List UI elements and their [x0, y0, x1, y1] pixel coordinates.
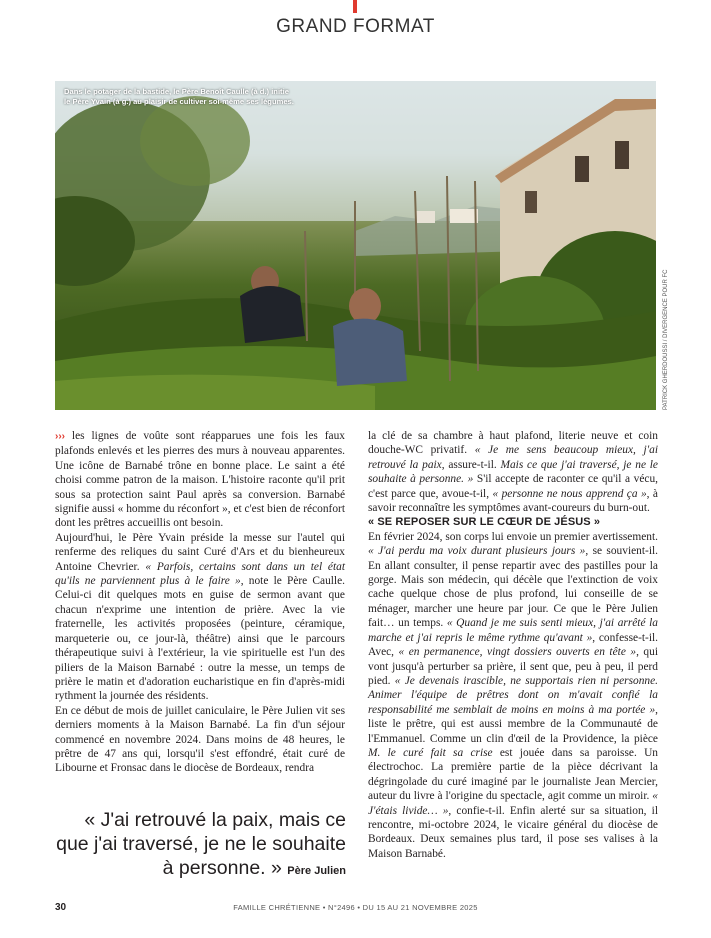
paragraph	[55, 704, 345, 776]
page-number: 30	[55, 902, 67, 913]
text-run: , à savoir reconnaître les symptômes avant-coureurs du burn-out.	[368, 487, 658, 515]
text-run: En février 2024, son corps lui envoie un premier avertissement.	[368, 530, 658, 543]
text-run: est jouée dans sa paroisse. Un électrochoc. La première partie de la pièce décrivant la dégringolade du curé imaginé par le journaliste Jean Mercier, auteur du livre à l'origine du spectacle, agit comme un miroir.	[368, 746, 659, 803]
publication-line: FAMILLE CHRÉTIENNE • N°2496 • DU 15 AU 21 NOVEMBRE 2025	[233, 903, 478, 912]
article-column-right	[368, 429, 658, 861]
quote-run: « en permanence, vingt dossiers ouverts en tête »	[398, 646, 637, 659]
pull-quote-text: « J'ai retrouvé la paix, mais ce que j'ai traversé, je ne le souhaite à personne. »	[56, 809, 346, 879]
pull-quote-author: Père Julien	[287, 865, 346, 877]
paragraph	[55, 429, 345, 531]
quote-run: « Parfois, certains sont dans un tel état qu'ils ne parviennent plus à le faire »	[55, 560, 345, 588]
quote-run: « Quand je me suis senti mieux, j'ai arrêté la marche et j'ai repris le même rythme qu'avant »	[368, 617, 659, 644]
text-run: , confie-t-il. Enfin alerté sur sa situation, il rencontre, mi-octobre 2024, le vicaire général du diocèse de Bordeaux. Deux semaines plus tard, il pose ses valises à la Maison Barnabé.	[368, 804, 658, 860]
text-run: , se souvient-il. En allant consulter, il pense repartir avec des pastilles pour la gorge. Mais son médecin, qui décèle que l'extinction de voix cache quelque chose de plus profond, lui conseille de se ménager, marcher une heure par jour. Ce que le Père Julien fait… un temps.	[368, 545, 658, 630]
paragraph	[368, 530, 658, 861]
page-footer	[0, 902, 711, 916]
quote-run: Mais ce que j'ai traversé, je ne le souhaite à personne. »	[368, 458, 658, 486]
text-run: , confesse-t-il. Avec,	[368, 631, 659, 659]
photo-caption: Dans le potager de la bastide, le Père Benoît Caulle (à d.) initie le Père Yvain (à g.) au plaisir de cultiver soi-même ses légumes.	[64, 87, 294, 106]
photo-credit-text: PATRICK GHERDOUSSI / DIVERGENCE POUR FC	[663, 269, 669, 410]
paragraph	[55, 531, 345, 704]
text-run: la clé de sa chambre à haut plafond, literie neuve et coin douche-WC privatif.	[368, 430, 658, 457]
text-run: , qui vont jusqu'à perturber sa prière, il sent que, peu à peu, il perd pied.	[368, 646, 658, 687]
continue-mark: ›››	[55, 431, 65, 442]
text-run: Aujourd'hui, le Père Yvain préside la messe sur l'autel qui renferme des reliques du saint Curé d'Ars et du bienheureux Antoine Chevrier.	[55, 531, 345, 573]
quote-run: « Je me sens beaucoup mieux, j'ai retrouvé la paix	[368, 444, 658, 471]
quote-run: « J'étais livide… »	[368, 790, 658, 817]
play-title: M. le curé fait sa crise	[368, 746, 493, 759]
subheading: « SE REPOSER SUR LE CŒUR DE JÉSUS »	[368, 516, 601, 529]
paragraph	[368, 429, 658, 515]
text-run: , note le Père Caulle. Celui-ci dit quelques mots en guise de sermon avant que chacun n'exprime une intention de prière. Avec la vie fraternelle, les activités proposées (peinture, céramique, marqueterie ou, ce jour-là, théâtre) ainsi que le parcours thérapeutique suivi à l'extérieur, la vie spirituelle est l'un des piliers de la Maison Barnabé : outre la messe, un temps de prière le matin et d'adoration eucharistique en fin d'après-midi rythment la journée des résidents.	[55, 575, 345, 703]
text-run: En ce début de mois de juillet caniculaire, le Père Julien vit ses derniers moments à la Maison Barnabé. La fin d'un séjour commencé en novembre 2024. Dans moins de 48 heures, le prêtre de 47 ans qui, lorsqu'il s'est effondré, était curé de Libourne et Fronsac dans le diocèse de Bordeaux, rendra	[55, 704, 345, 775]
text-run: les lignes de voûte sont réapparues une fois les faux plafonds enlevés et les pierres des murs à nouveau apparentes. Une icône de Barnabé trône en bonne place. Le saint a été choisi comme patron de la maison. L'histoire raconte qu'il prit sous sa protection saint Paul après sa conversion. Barnabé signifie aussi « homme du réconfort », et c'est bien de réconfort dont les prêtres accueillis ont besoin.	[55, 430, 345, 530]
pull-quote	[55, 808, 346, 883]
quote-run: « J'ai perdu ma voix durant plusieurs jours »	[368, 545, 586, 558]
section-title: GRAND FORMAT	[276, 16, 435, 37]
text-run: , assure-t-il.	[441, 458, 501, 471]
garden-photo-illustration	[55, 81, 656, 410]
article-column-left	[55, 429, 345, 776]
quote-run: « personne ne nous apprend ça »	[492, 487, 647, 500]
section-accent-bar	[353, 0, 357, 13]
quote-run: « Je devenais irascible, ne supportais rien ni personne. Animer l'équipe de prêtres dont on m'avait confié la responsabilité me semblait de moins en moins à ma portée »	[368, 674, 658, 716]
garden-photo	[55, 81, 656, 410]
text-run: , liste le prêtre, qui est aussi membre de la Communauté de l'Emmanuel. Comme un clin d'œil de la Providence, la pièce	[368, 703, 658, 745]
text-run: S'il accepte de raconter ce qu'il a vécu, c'est parce que, avoue-t-il,	[368, 473, 658, 500]
